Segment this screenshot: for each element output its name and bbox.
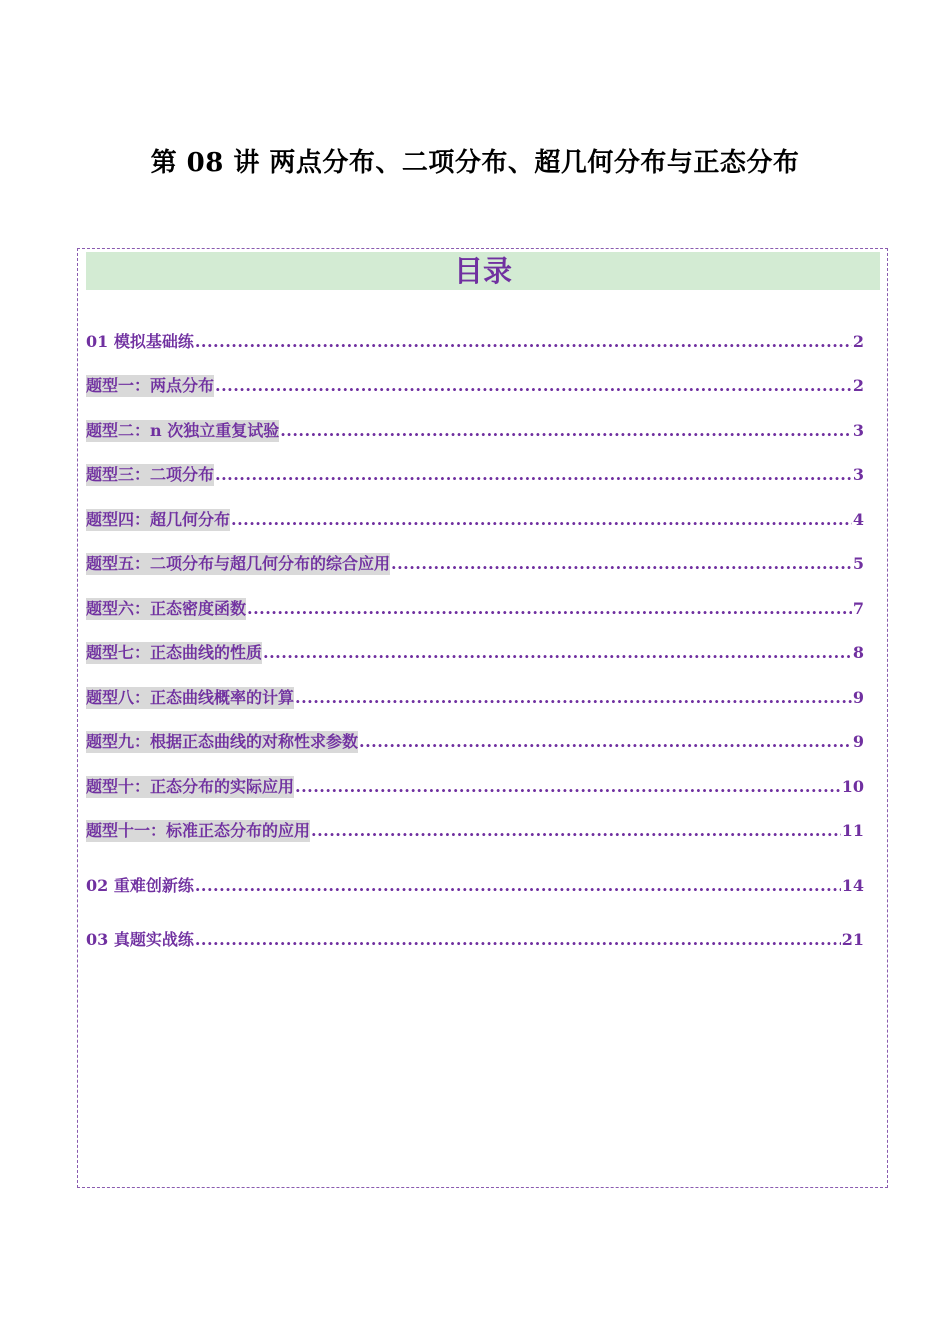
toc-leader-dots — [263, 642, 852, 664]
toc-leader-dots — [295, 776, 841, 798]
toc-page-number: 21 — [841, 930, 864, 949]
toc-entry-label: 题型八：正态曲线概率的计算 — [86, 688, 295, 707]
toc-page-number: 8 — [852, 643, 864, 662]
toc-page-number: 3 — [852, 421, 864, 440]
toc-entry-label: 题型九：根据正态曲线的对称性求参数 — [86, 732, 359, 751]
toc-leader-dots — [215, 375, 852, 397]
toc-entry-label: 题型七：正态曲线的性质 — [86, 643, 263, 662]
toc-entry-type-1[interactable] — [86, 375, 864, 397]
document-title: 第 08 讲 两点分布、二项分布、超几何分布与正态分布 — [150, 148, 800, 178]
toc-leader-dots — [195, 875, 841, 897]
toc-leader-dots — [195, 331, 852, 353]
toc-entry-label: 题型三：二项分布 — [86, 465, 215, 484]
toc-leader-dots — [195, 929, 841, 951]
toc-entry-label: 题型十：正态分布的实际应用 — [86, 777, 295, 796]
toc-leader-dots — [215, 464, 852, 486]
toc-entry-label: 题型一：两点分布 — [86, 376, 215, 395]
table-of-contents — [77, 248, 888, 1188]
toc-page-number: 7 — [852, 599, 864, 618]
toc-entry-type-7[interactable] — [86, 642, 864, 664]
toc-page-number: 10 — [841, 777, 864, 796]
toc-entry-type-6[interactable] — [86, 598, 864, 620]
toc-page-number: 2 — [852, 376, 864, 395]
toc-page-number: 4 — [852, 510, 864, 529]
toc-leader-dots — [391, 553, 852, 575]
toc-page-number: 9 — [852, 688, 864, 707]
toc-entry-type-9[interactable] — [86, 731, 864, 753]
toc-heading: 目录 — [86, 252, 880, 290]
toc-entry-type-5[interactable] — [86, 553, 864, 575]
toc-leader-dots — [280, 420, 852, 442]
toc-entry-label: 01 模拟基础练 — [86, 332, 194, 351]
toc-entry-label: 题型五：二项分布与超几何分布的综合应用 — [86, 554, 391, 573]
toc-entry-type-4[interactable] — [86, 509, 864, 531]
toc-page-number: 11 — [841, 821, 864, 840]
toc-leader-dots — [231, 509, 852, 531]
toc-leader-dots — [359, 731, 852, 753]
toc-entry-basic-practice[interactable] — [86, 331, 864, 353]
toc-leader-dots — [247, 598, 852, 620]
toc-entry-exam-practice[interactable] — [86, 929, 864, 951]
toc-page-number: 9 — [852, 732, 864, 751]
toc-entry-type-8[interactable] — [86, 687, 864, 709]
toc-leader-dots — [295, 687, 852, 709]
toc-page-number: 14 — [841, 876, 864, 895]
toc-entry-label: 题型二：n 次独立重复试验 — [86, 421, 280, 440]
toc-page-number: 3 — [852, 465, 864, 484]
toc-entry-type-11[interactable] — [86, 820, 864, 842]
toc-entry-label: 03 真题实战练 — [86, 930, 194, 949]
toc-entry-type-2[interactable] — [86, 420, 864, 442]
toc-entry-type-3[interactable] — [86, 464, 864, 486]
toc-entry-label: 题型六：正态密度函数 — [86, 599, 247, 618]
toc-page-number: 2 — [852, 332, 864, 351]
toc-entry-advanced-practice[interactable] — [86, 875, 864, 897]
toc-leader-dots — [311, 820, 841, 842]
toc-entry-label: 题型四：超几何分布 — [86, 510, 231, 529]
toc-entry-label: 题型十一：标准正态分布的应用 — [86, 821, 311, 840]
toc-entry-label: 02 重难创新练 — [86, 876, 194, 895]
toc-entry-type-10[interactable] — [86, 776, 864, 798]
toc-page-number: 5 — [852, 554, 864, 573]
